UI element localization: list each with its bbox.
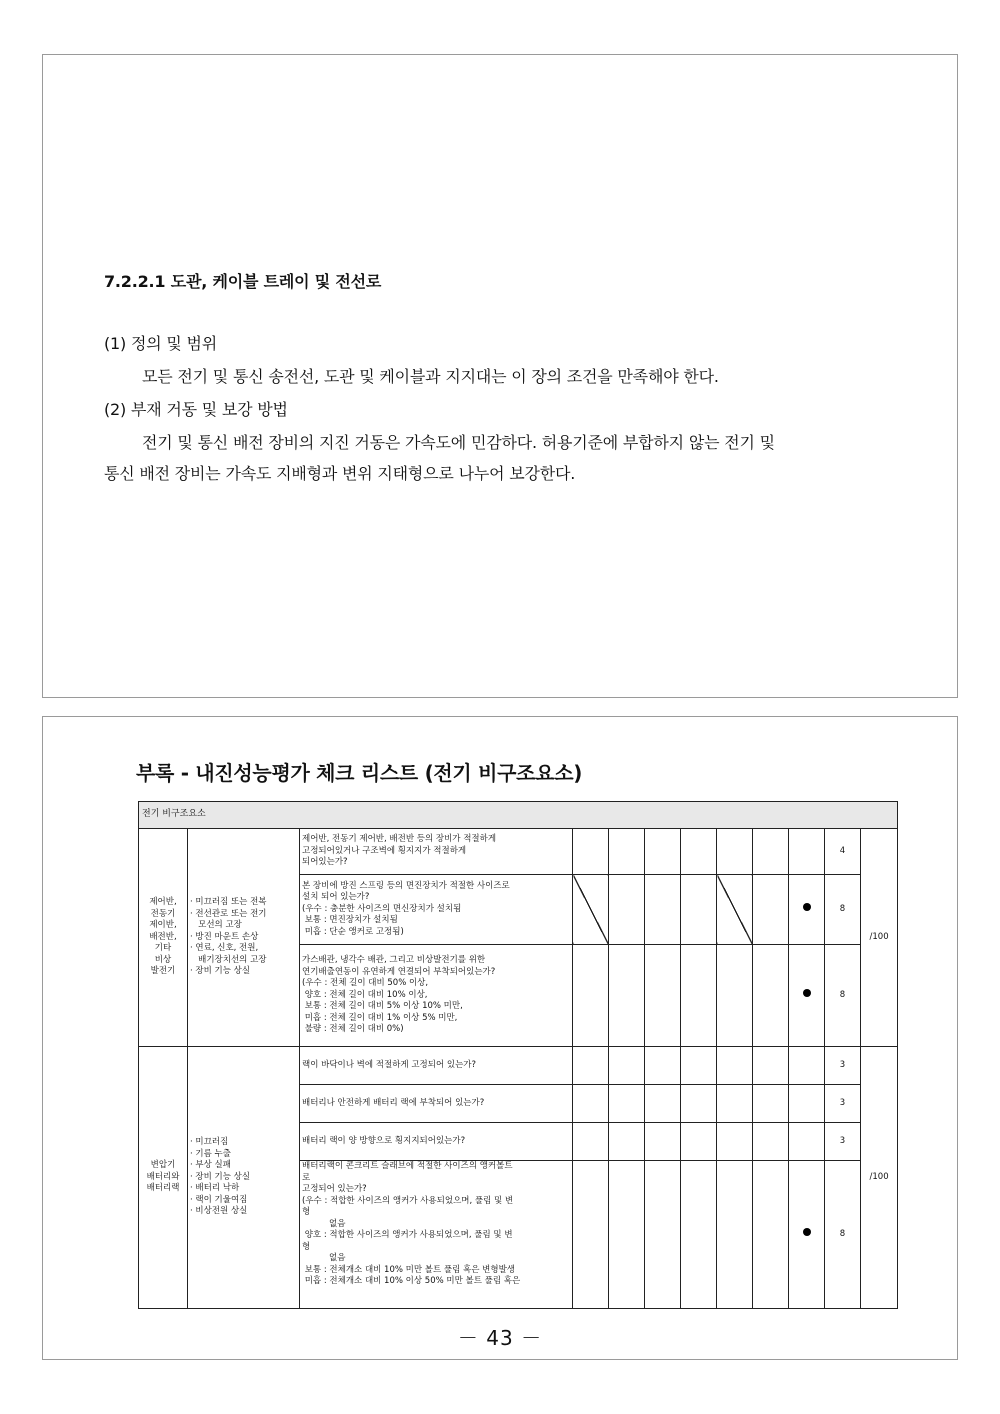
question-line: 연기배출연동이 유연하게 연결되어 부착되어있는가? bbox=[302, 966, 496, 977]
score-cell: 3 bbox=[825, 1085, 861, 1123]
rating-cell bbox=[609, 1123, 645, 1161]
rating-cell bbox=[645, 829, 681, 875]
mark-cell bbox=[789, 875, 825, 945]
category-line: 변압기 bbox=[150, 1160, 176, 1171]
mark-cell bbox=[789, 1161, 825, 1309]
mark-cell bbox=[789, 829, 825, 875]
hazard-cell bbox=[188, 1047, 300, 1309]
rating-cell bbox=[609, 945, 645, 1047]
question-cell bbox=[300, 1123, 573, 1161]
rating-cell bbox=[609, 1085, 645, 1123]
appendix-title: 부록 - 내진성능평가 체크 리스트 (전기 비구조요소) bbox=[136, 761, 583, 785]
rating-cell bbox=[681, 945, 717, 1047]
rating-cell bbox=[609, 1161, 645, 1309]
question-line: 미흡 : 전체 길이 대비 1% 이상 5% 미만, bbox=[302, 1012, 458, 1023]
question-line: 양호 : 적합한 사이즈의 앵커가 사용되었으며, 풀림 및 변 bbox=[302, 1230, 513, 1240]
item1-title: (1) 정의 및 범위 bbox=[104, 334, 218, 353]
filled-dot-icon bbox=[803, 903, 811, 911]
item2-body-line2: 통신 배전 장비는 가속도 지배형과 변위 지태형으로 나누어 보강한다. bbox=[104, 464, 576, 483]
question-line: 배터리나 안전하게 배터리 랙에 부착되어 있는가? bbox=[302, 1097, 485, 1108]
rating-cell bbox=[717, 1161, 753, 1309]
rating-cell bbox=[717, 829, 753, 875]
rating-cell bbox=[609, 829, 645, 875]
hazard-line: · 랙이 기울여짐 bbox=[190, 1194, 248, 1205]
category-line: 제어반, bbox=[149, 897, 177, 908]
hazard-line: · 방진 마운트 손상 bbox=[190, 931, 259, 942]
rating-cell bbox=[681, 829, 717, 875]
score-cell: 3 bbox=[825, 1123, 861, 1161]
question-line: 없음 bbox=[302, 1253, 346, 1263]
question-line: 가스배관, 냉각수 배관, 그리고 비상발전기를 위한 bbox=[302, 955, 486, 966]
hazard-line: · 전선관로 또는 전기 bbox=[190, 908, 267, 919]
question-line: 미흡 : 전체개소 대비 10% 이상 50% 미만 볼트 풀림 혹은 bbox=[302, 1276, 521, 1286]
question-line: 고정되어있거나 구조벽에 횡지지가 적절하게 bbox=[302, 845, 467, 856]
rating-cell bbox=[717, 1085, 753, 1123]
rating-cell bbox=[681, 1161, 717, 1309]
category-line: 제이반, bbox=[149, 920, 177, 931]
rating-cell bbox=[573, 1047, 609, 1085]
hazard-line: 배기장치선의 고장 bbox=[190, 954, 267, 965]
question-line: (우수 : 충분한 사이즈의 면신장치가 설치됨 bbox=[302, 903, 462, 914]
question-line: 배터리랙이 콘크리트 슬래브에 적절한 사이즈의 앵커볼트 bbox=[302, 1161, 513, 1171]
item2-body-line1: 전기 및 통신 배전 장비의 지진 거동은 가속도에 민감하다. 허용기준에 부합하지 않는 전기 및 bbox=[142, 433, 775, 452]
rating-cell bbox=[753, 1047, 789, 1085]
question-line: 설치 되어 있는가? bbox=[302, 892, 370, 903]
rating-cell bbox=[645, 1085, 681, 1123]
question-line: 로 bbox=[302, 1172, 311, 1183]
section-heading: 7.2.2.1 도관, 케이블 트레이 및 전선로 bbox=[104, 272, 382, 291]
hazard-line: 모선의 고장 bbox=[190, 920, 242, 931]
hazard-cell bbox=[188, 829, 300, 1047]
mark-cell bbox=[789, 1047, 825, 1085]
rating-cell bbox=[645, 1161, 681, 1309]
hazard-line: · 부상 실패 bbox=[190, 1160, 231, 1171]
rating-cell bbox=[681, 1047, 717, 1085]
rating-cell bbox=[717, 1123, 753, 1161]
category-line: 기타 bbox=[154, 943, 172, 954]
question-line: 배터리 랙이 양 방향으로 횡지지되어있는가? bbox=[302, 1135, 466, 1146]
total-cell: /100 bbox=[861, 829, 898, 1047]
question-line: 미흡 : 단순 앵커로 고정됨) bbox=[302, 926, 404, 937]
question-line: 불량 : 전체 길이 대비 0%) bbox=[302, 1024, 404, 1035]
rating-cell bbox=[753, 829, 789, 875]
hazard-line: · 연료, 신호, 전원, bbox=[190, 943, 259, 954]
question-line: 보통 : 전체개소 대비 10% 미만 볼트 풀림 혹은 변형발생 bbox=[302, 1264, 515, 1275]
question-cell bbox=[300, 875, 573, 945]
question-line: 되어있는가? bbox=[302, 857, 348, 868]
item2-title: (2) 부재 거동 및 보강 방법 bbox=[104, 400, 288, 419]
rating-cell bbox=[753, 1085, 789, 1123]
checklist-table bbox=[138, 801, 898, 1309]
question-line: (우수 : 적합한 사이즈의 앵커가 사용되었으며, 풀림 및 변 bbox=[302, 1195, 514, 1206]
rating-cell bbox=[681, 1085, 717, 1123]
question-line: 형 bbox=[302, 1207, 311, 1217]
hazard-line: · 미끄러짐 또는 전복 bbox=[190, 897, 267, 908]
filled-dot-icon bbox=[803, 1228, 811, 1236]
rating-cell bbox=[717, 875, 753, 945]
table-header: 전기 비구조요소 bbox=[139, 802, 898, 829]
rating-cell bbox=[681, 1123, 717, 1161]
rating-cell bbox=[645, 1047, 681, 1085]
question-line: 보통 : 전체 길이 대비 5% 이상 10% 미만, bbox=[302, 1001, 463, 1012]
hazard-line: · 배터리 낙하 bbox=[190, 1183, 240, 1194]
total-cell: /100 bbox=[861, 1047, 898, 1309]
rating-cell bbox=[573, 945, 609, 1047]
rating-cell bbox=[645, 1123, 681, 1161]
hazard-line: · 장비 기능 상실 bbox=[190, 1171, 251, 1182]
rating-cell bbox=[573, 875, 609, 945]
rating-cell bbox=[573, 1123, 609, 1161]
score-cell: 3 bbox=[825, 1047, 861, 1085]
hazard-line: · 장비 기능 상실 bbox=[190, 966, 251, 977]
rating-cell bbox=[753, 1161, 789, 1309]
question-cell bbox=[300, 1047, 573, 1085]
score-cell: 8 bbox=[825, 875, 861, 945]
rating-cell bbox=[717, 1047, 753, 1085]
category-line: 발전기 bbox=[150, 966, 176, 977]
rating-cell bbox=[753, 1123, 789, 1161]
table-row bbox=[139, 1047, 898, 1085]
page-number: － 43 － bbox=[457, 1326, 543, 1350]
question-cell bbox=[300, 945, 573, 1047]
category-line: 전동기 bbox=[150, 908, 176, 919]
question-line: 보통 : 면진장치가 설치됨 bbox=[302, 915, 398, 926]
rating-cell bbox=[681, 875, 717, 945]
rating-cell bbox=[573, 829, 609, 875]
rating-cell bbox=[753, 875, 789, 945]
category-line: 배전반, bbox=[149, 931, 177, 942]
mark-cell bbox=[789, 1085, 825, 1123]
question-line: 제어반, 전동기 제어반, 배전반 등의 장비가 적절하게 bbox=[302, 834, 497, 845]
item1-body: 모든 전기 및 통신 송전선, 도관 및 케이블과 지지대는 이 장의 조건을 만족해야 한다. bbox=[142, 367, 719, 386]
category-cell bbox=[139, 829, 188, 1047]
question-line: (우수 : 전체 길이 대비 50% 이상, bbox=[302, 978, 429, 989]
filled-dot-icon bbox=[803, 989, 811, 997]
rating-cell bbox=[753, 945, 789, 1047]
rating-cell bbox=[609, 875, 645, 945]
rating-cell bbox=[609, 1047, 645, 1085]
table-row bbox=[139, 829, 898, 875]
category-line: 배터리랙 bbox=[146, 1183, 180, 1194]
score-cell: 8 bbox=[825, 1161, 861, 1309]
question-line: 랙이 바닥이나 벽에 적절하게 고정되어 있는가? bbox=[302, 1059, 477, 1070]
question-cell bbox=[300, 829, 573, 875]
category-line: 배터리와 bbox=[146, 1171, 180, 1182]
question-cell bbox=[300, 1085, 573, 1123]
rating-cell bbox=[573, 1085, 609, 1123]
mark-cell bbox=[789, 945, 825, 1047]
rating-cell bbox=[717, 945, 753, 1047]
question-line: 고정되어 있는가? bbox=[302, 1184, 367, 1194]
score-cell: 4 bbox=[825, 829, 861, 875]
rating-cell bbox=[573, 1161, 609, 1309]
category-line: 비상 bbox=[154, 954, 172, 965]
question-line: 본 장비에 방진 스프링 등의 면진장치가 적절한 사이즈로 bbox=[302, 880, 510, 891]
score-cell: 8 bbox=[825, 945, 861, 1047]
hazard-line: · 기름 누출 bbox=[190, 1148, 231, 1159]
rating-cell bbox=[645, 945, 681, 1047]
question-line: 형 bbox=[302, 1241, 311, 1252]
hazard-line: · 비상전원 상실 bbox=[190, 1206, 248, 1217]
question-cell bbox=[300, 1161, 573, 1309]
hazard-line: · 미끄러짐 bbox=[190, 1137, 229, 1148]
question-line: 없음 bbox=[302, 1218, 346, 1229]
question-line: 양호 : 전체 길이 대비 10% 이상, bbox=[302, 989, 428, 1000]
rating-cell bbox=[645, 875, 681, 945]
mark-cell bbox=[789, 1123, 825, 1161]
category-cell bbox=[139, 1047, 188, 1309]
